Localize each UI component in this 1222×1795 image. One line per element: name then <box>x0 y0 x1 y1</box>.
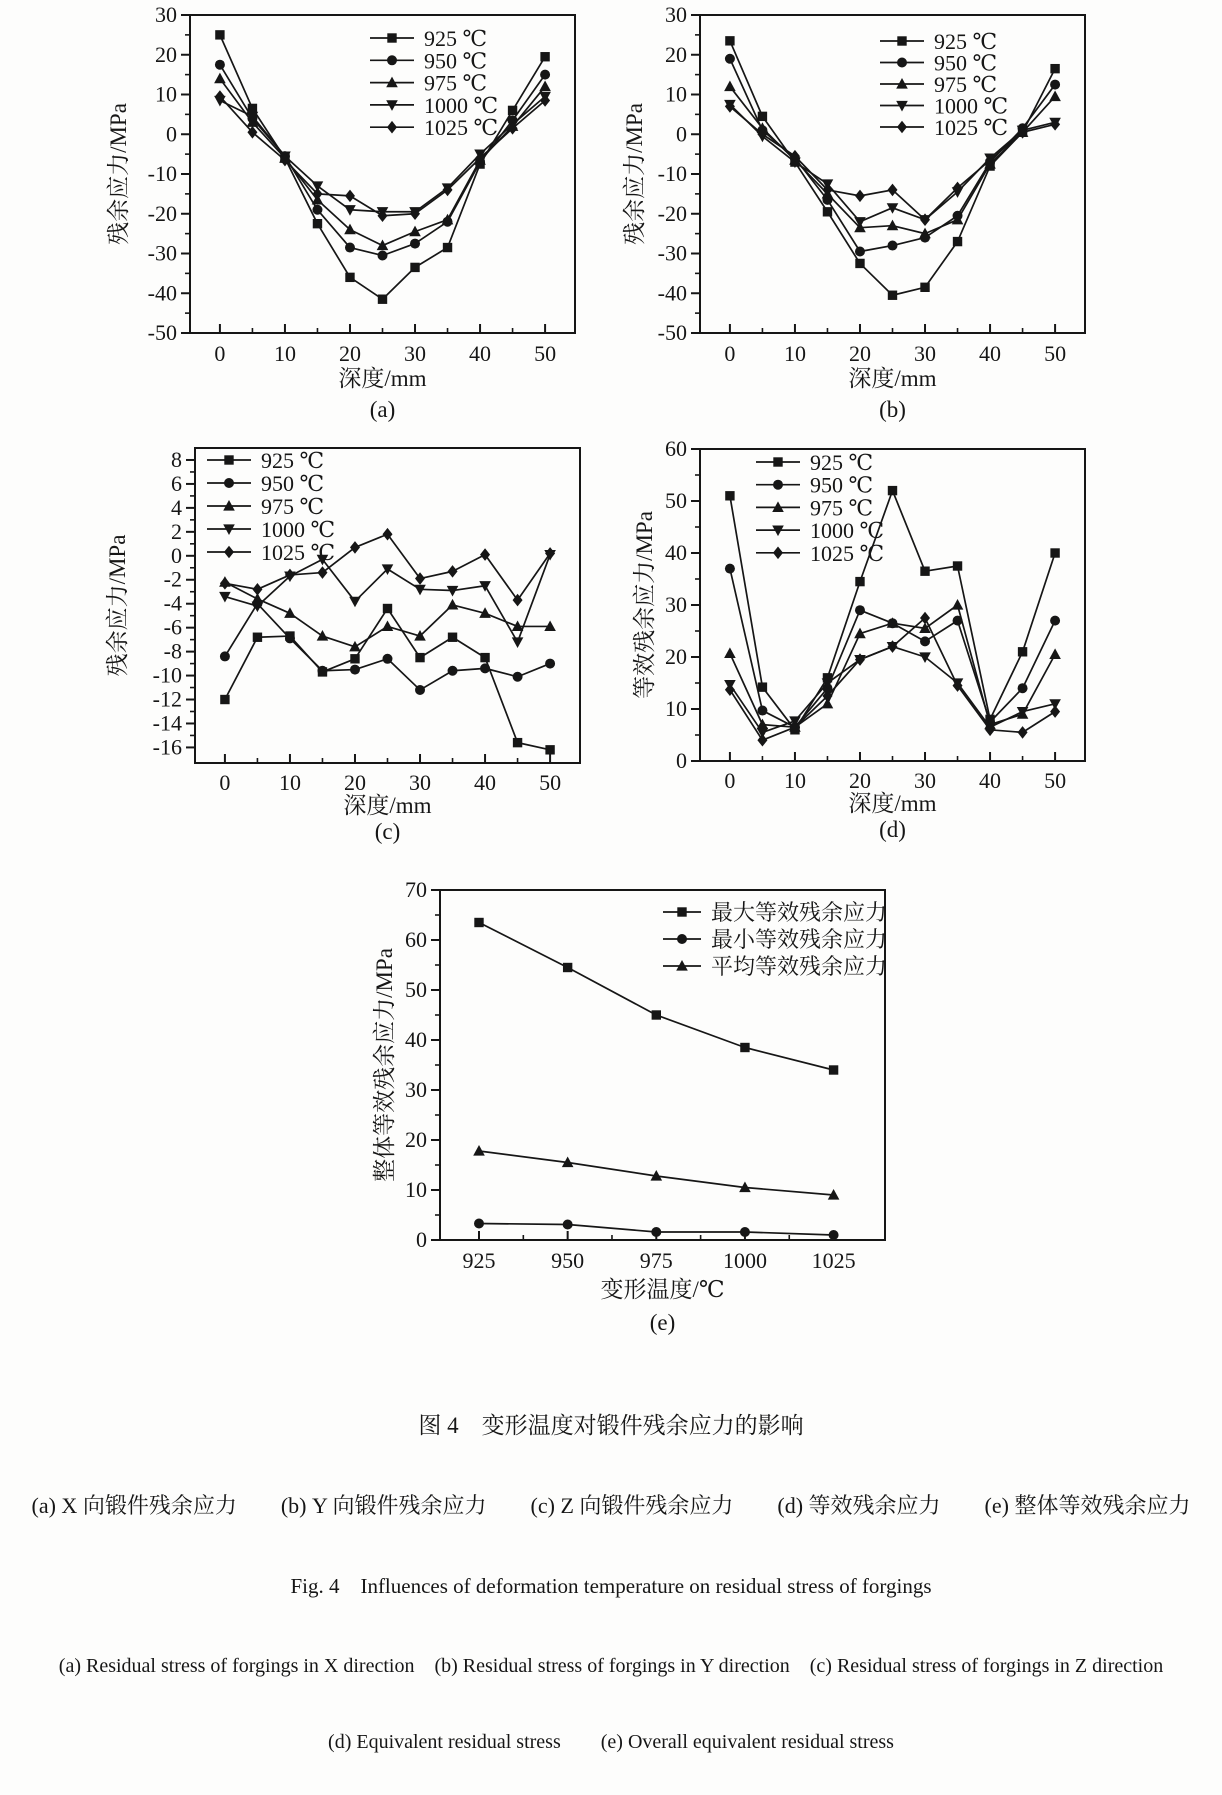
caption-en-items-2: (d) Equivalent residual stress (e) Overall equivalent residual stress <box>328 1730 894 1753</box>
data-point-marker <box>919 652 931 663</box>
y-tick-label: 0 <box>166 121 177 147</box>
data-point-marker <box>1050 548 1059 557</box>
axes <box>658 2 1066 366</box>
data-point-marker <box>888 291 897 300</box>
panel-label: (e) <box>649 1310 676 1335</box>
x-axis-title: 深度/mm <box>338 366 427 391</box>
legend-label: 950 ℃ <box>424 48 488 74</box>
y-tick-label: -10 <box>657 161 687 186</box>
y-tick-label: 50 <box>665 488 687 513</box>
legend-marker <box>773 480 783 490</box>
data-point-marker <box>1050 705 1060 718</box>
x-tick-label: 10 <box>278 770 301 795</box>
y-tick-label: 10 <box>665 81 687 107</box>
y-tick-label: 6 <box>171 470 182 496</box>
x-tick-label: 950 <box>551 1248 585 1273</box>
series-925 ℃ <box>725 486 1060 735</box>
series-950 ℃ <box>215 60 550 261</box>
series-line <box>730 618 1055 740</box>
data-point-marker <box>545 659 555 669</box>
y-tick-label: -30 <box>657 240 687 266</box>
data-point-marker <box>253 633 262 642</box>
legend-marker <box>677 934 687 944</box>
x-tick-label: 20 <box>848 341 871 366</box>
panel-label: (a) <box>369 397 396 422</box>
y-tick-label: -10 <box>152 662 182 688</box>
y-axis-title: 等效残余应力/MPa <box>632 511 657 699</box>
data-point-marker <box>740 1227 750 1237</box>
series-975 ℃ <box>214 70 551 251</box>
legend-marker <box>773 457 782 466</box>
legend-marker <box>897 121 907 134</box>
data-point-marker <box>1018 683 1028 693</box>
data-point-marker <box>545 745 554 754</box>
x-tick-label: 50 <box>539 770 562 795</box>
x-tick-label: 0 <box>214 341 226 366</box>
y-tick-label: 10 <box>405 1177 427 1202</box>
data-point-marker <box>410 239 420 249</box>
x-tick-label: 50 <box>534 341 557 366</box>
x-axis-title: 深度/mm <box>343 793 432 818</box>
data-point-marker <box>383 604 392 613</box>
legend <box>880 29 1008 140</box>
y-tick-label: 30 <box>665 592 687 617</box>
data-point-marker <box>443 243 452 252</box>
legend-label: 最大等效残余应力 <box>711 900 888 925</box>
data-point-marker <box>284 607 296 618</box>
data-point-marker <box>448 633 457 642</box>
x-tick-label: 0 <box>219 770 231 795</box>
chart-overall-equivalent-residual-stress <box>280 875 960 1355</box>
legend-label: 925 ℃ <box>810 450 874 475</box>
data-point-marker <box>855 577 864 586</box>
data-point-marker <box>888 486 897 495</box>
data-point-marker <box>540 70 550 80</box>
x-tick-label: 40 <box>979 768 1002 793</box>
data-point-marker <box>220 695 229 704</box>
y-tick-label: 10 <box>665 696 687 721</box>
x-tick-label: 30 <box>404 341 427 366</box>
data-point-marker <box>829 1230 839 1240</box>
data-point-marker <box>345 243 355 253</box>
x-tick-label: 20 <box>338 341 361 366</box>
y-tick-label: 60 <box>405 927 427 952</box>
data-point-marker <box>513 738 522 747</box>
y-tick-label: 4 <box>171 494 182 520</box>
x-tick-label: 40 <box>469 341 492 366</box>
data-point-marker <box>1050 64 1059 73</box>
x-axis-title: 深度/mm <box>848 366 937 391</box>
y-axis-title: 整体等效残余应力/MPa <box>372 948 397 1182</box>
y-tick-label: 30 <box>405 1077 427 1102</box>
data-point-marker <box>855 190 865 203</box>
data-point-marker <box>652 1010 661 1019</box>
legend <box>207 448 335 565</box>
legend-label: 975 ℃ <box>261 494 325 519</box>
data-point-marker <box>220 577 230 590</box>
data-point-marker <box>888 241 898 251</box>
panel-label: (c) <box>374 819 401 844</box>
data-point-marker <box>855 259 864 268</box>
series-最小等效残余应力 <box>474 1219 839 1241</box>
data-point-marker <box>540 52 549 61</box>
data-point-marker <box>1018 647 1027 656</box>
y-tick-label: 60 <box>665 436 687 461</box>
legend-label: 925 ℃ <box>424 26 488 51</box>
y-tick-label: -50 <box>657 320 687 345</box>
data-point-marker <box>317 630 329 641</box>
data-point-marker <box>539 81 551 92</box>
data-point-marker <box>1049 648 1061 659</box>
series-1000 ℃ <box>724 100 1061 228</box>
y-axis-title: 残余应力/MPa <box>622 103 647 245</box>
x-tick-label: 925 <box>462 1248 496 1273</box>
data-point-marker <box>474 918 483 927</box>
data-point-marker <box>513 672 523 682</box>
data-point-marker <box>377 240 389 251</box>
y-tick-label: 30 <box>155 2 177 27</box>
data-point-marker <box>313 219 322 228</box>
y-tick-label: -20 <box>657 200 687 226</box>
axes <box>153 447 561 795</box>
chart-x-direction-residual-stress <box>60 0 605 433</box>
data-point-marker <box>855 605 865 615</box>
legend-label: 975 ℃ <box>810 495 874 521</box>
y-tick-label: 0 <box>676 748 687 773</box>
caption-en-title: Fig. 4 Influences of deformation temperature on residual stress of forgings <box>290 1574 932 1599</box>
series-line <box>730 41 1055 295</box>
data-point-marker <box>214 73 226 84</box>
data-point-marker <box>757 706 767 716</box>
data-point-marker <box>920 612 930 625</box>
y-tick-label: -16 <box>152 734 182 760</box>
legend-marker <box>387 33 396 42</box>
y-tick-label: -40 <box>147 280 177 306</box>
data-point-marker <box>448 565 458 578</box>
data-point-marker <box>888 184 898 197</box>
y-tick-label: -20 <box>147 200 177 226</box>
x-tick-label: 30 <box>409 770 432 795</box>
data-point-marker <box>952 599 964 610</box>
x-axis-title: 深度/mm <box>848 791 937 816</box>
legend-marker <box>387 121 397 134</box>
x-tick-label: 50 <box>1044 341 1067 366</box>
caption-en-items-1: (a) Residual stress of forgings in X direction (b) Residual stress of forgings in Y direction (c) Residual stress of forgings in Z direction <box>58 1654 1164 1677</box>
data-point-marker <box>953 561 962 570</box>
data-point-marker <box>382 620 394 631</box>
legend-label: 925 ℃ <box>261 448 325 473</box>
y-tick-label: 40 <box>405 1027 427 1052</box>
series-975 ℃ <box>724 599 1061 732</box>
x-tick-label: 20 <box>343 770 366 795</box>
data-point-marker <box>508 106 517 115</box>
data-point-marker <box>349 597 361 608</box>
y-tick-label: 70 <box>405 877 427 902</box>
data-point-marker <box>1049 90 1061 101</box>
x-tick-label: 10 <box>273 341 296 366</box>
data-point-marker <box>855 247 865 257</box>
y-tick-label: 20 <box>405 1127 427 1152</box>
y-tick-label: 8 <box>171 446 182 472</box>
legend-label: 1000 ℃ <box>261 517 336 542</box>
chart-y-direction-residual-stress <box>570 0 1130 433</box>
x-tick-label: 10 <box>783 768 806 793</box>
data-point-marker <box>725 36 734 45</box>
data-point-marker <box>215 60 225 70</box>
data-point-marker <box>378 250 388 260</box>
x-tick-label: 0 <box>724 341 736 366</box>
legend-label: 1000 ℃ <box>424 92 499 118</box>
legend <box>756 450 884 566</box>
y-tick-label: 0 <box>676 121 687 147</box>
data-point-marker <box>350 541 360 554</box>
data-point-marker <box>724 81 736 92</box>
data-point-marker <box>953 237 962 246</box>
data-point-marker <box>823 207 832 216</box>
legend-marker <box>897 58 907 68</box>
legend-label: 1000 ℃ <box>934 93 1009 119</box>
series-1000 ℃ <box>214 92 551 218</box>
y-tick-label: -14 <box>152 710 182 736</box>
data-point-marker <box>480 663 490 673</box>
caption-zh-items: (a) X 向锻件残余应力 (b) Y 向锻件残余应力 (c) Z 向锻件残余应力 (d) 等效残余应力 (e) 整体等效残余应力 <box>31 1492 1191 1518</box>
y-tick-label: 30 <box>665 2 687 27</box>
legend-marker <box>387 55 397 65</box>
figure-caption <box>0 1372 1222 1795</box>
series-1000 ℃ <box>724 642 1061 738</box>
data-point-marker <box>887 220 899 231</box>
data-point-marker <box>563 963 572 972</box>
legend-label: 1025 ℃ <box>261 540 336 565</box>
panel-label: (b) <box>879 397 906 422</box>
y-tick-label: -50 <box>147 320 177 345</box>
data-point-marker <box>345 190 355 203</box>
y-tick-label: -2 <box>163 566 182 592</box>
y-tick-label: -4 <box>163 590 182 616</box>
data-point-marker <box>448 666 458 676</box>
legend-label: 975 ℃ <box>424 70 488 96</box>
series-平均等效残余应力 <box>473 1145 839 1200</box>
y-tick-label: 10 <box>155 81 177 107</box>
legend-marker <box>773 547 783 560</box>
data-point-marker <box>1050 80 1060 90</box>
x-tick-label: 30 <box>914 768 937 793</box>
data-point-marker <box>725 54 735 64</box>
series-line <box>225 604 550 690</box>
chart-equivalent-residual-stress <box>570 433 1130 863</box>
x-tick-label: 40 <box>979 341 1002 366</box>
data-point-marker <box>345 273 354 282</box>
x-tick-label: 30 <box>914 341 937 366</box>
x-tick-label: 975 <box>639 1248 673 1273</box>
data-point-marker <box>447 599 459 610</box>
data-point-marker <box>512 637 524 648</box>
data-point-marker <box>317 666 327 676</box>
y-tick-label: -30 <box>147 240 177 266</box>
legend-label: 平均等效残余应力 <box>711 954 888 979</box>
y-tick-label: -6 <box>163 614 182 640</box>
data-point-marker <box>829 1065 838 1074</box>
y-tick-label: -8 <box>163 638 182 664</box>
x-tick-label: 50 <box>1044 768 1067 793</box>
y-tick-label: 20 <box>155 41 177 67</box>
data-point-marker <box>473 1145 485 1156</box>
chart-z-direction-residual-stress <box>65 433 610 863</box>
y-tick-label: 50 <box>405 977 427 1002</box>
data-point-marker <box>758 112 767 121</box>
plot-frame <box>190 15 575 333</box>
series-925 ℃ <box>725 36 1060 300</box>
y-axis-title: 残余应力/MPa <box>106 103 131 245</box>
legend <box>370 26 498 140</box>
data-point-marker <box>252 583 262 596</box>
data-point-marker <box>920 567 929 576</box>
y-tick-label: -40 <box>657 280 687 306</box>
caption-zh-title: 图 4 变形温度对锻件残余应力的影响 <box>418 1413 804 1438</box>
data-point-marker <box>350 665 360 675</box>
panel-label: (d) <box>879 817 906 842</box>
data-point-marker <box>415 685 425 695</box>
data-point-marker <box>285 633 295 643</box>
legend-marker <box>897 36 906 45</box>
legend-label: 1000 ℃ <box>810 518 885 544</box>
legend-label: 950 ℃ <box>261 471 325 496</box>
data-point-marker <box>740 1043 749 1052</box>
data-point-marker <box>920 636 930 646</box>
data-point-marker <box>350 654 359 663</box>
legend-label: 1025 ℃ <box>810 540 885 566</box>
data-point-marker <box>312 205 322 215</box>
legend-marker <box>224 546 234 559</box>
legend <box>663 900 887 979</box>
data-point-marker <box>410 263 419 272</box>
y-axis-title: 残余应力/MPa <box>105 534 130 677</box>
x-tick-label: 1025 <box>811 1248 856 1273</box>
y-tick-label: 2 <box>171 518 182 544</box>
x-tick-label: 40 <box>474 770 497 795</box>
data-point-marker <box>317 566 327 579</box>
x-axis-title: 变形温度/℃ <box>600 1277 725 1302</box>
x-tick-label: 0 <box>724 768 736 793</box>
data-point-marker <box>758 682 767 691</box>
y-tick-label: -10 <box>147 161 177 186</box>
legend-marker <box>224 478 234 488</box>
data-point-marker <box>1018 726 1028 739</box>
y-tick-label: 20 <box>665 644 687 669</box>
data-point-marker <box>563 1220 573 1230</box>
series-975 ℃ <box>724 81 1061 239</box>
data-point-marker <box>920 283 929 292</box>
y-tick-label: 20 <box>665 41 687 67</box>
y-tick-label: 40 <box>665 540 687 565</box>
axes <box>148 2 556 366</box>
legend-label: 1025 ℃ <box>424 115 499 141</box>
data-point-marker <box>215 30 224 39</box>
x-tick-label: 1000 <box>722 1248 767 1273</box>
legend-label: 950 ℃ <box>934 50 998 76</box>
series-975 ℃ <box>219 576 556 651</box>
data-point-marker <box>725 564 735 574</box>
data-point-marker <box>220 651 230 661</box>
data-point-marker <box>651 1227 661 1237</box>
series-1025 ℃ <box>215 90 550 222</box>
y-tick-label: 0 <box>171 542 182 568</box>
data-point-marker <box>724 647 736 658</box>
data-point-marker <box>1050 616 1060 626</box>
x-tick-label: 20 <box>848 768 871 793</box>
y-tick-label: 0 <box>416 1227 427 1252</box>
legend-marker <box>224 455 233 464</box>
legend-label: 975 ℃ <box>934 72 998 97</box>
legend-label: 950 ℃ <box>810 472 874 498</box>
data-point-marker <box>474 1219 484 1229</box>
x-tick-label: 10 <box>783 341 806 366</box>
y-tick-label: -12 <box>152 686 182 712</box>
data-point-marker <box>725 491 734 500</box>
legend-label: 最小等效残余应力 <box>711 927 888 952</box>
series-925 ℃ <box>215 30 550 304</box>
legend-label: 925 ℃ <box>934 29 998 54</box>
data-point-marker <box>480 653 489 662</box>
data-point-marker <box>378 295 387 304</box>
data-point-marker <box>383 654 393 664</box>
legend-marker <box>677 907 686 916</box>
legend-label: 1025 ℃ <box>934 115 1009 140</box>
data-point-marker <box>415 653 424 662</box>
